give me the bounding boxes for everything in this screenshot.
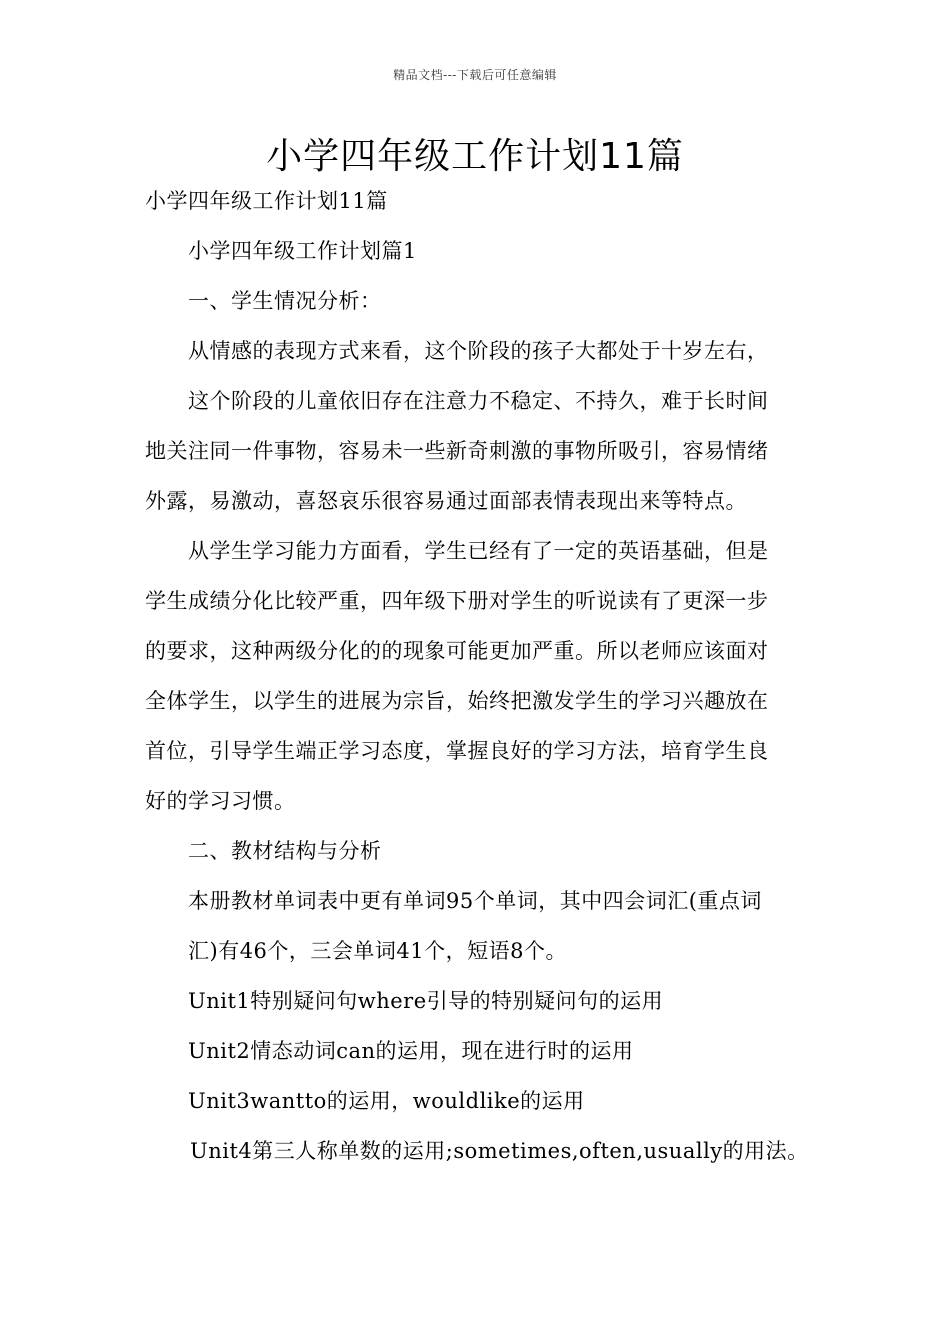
paragraph-line: 学生成绩分化比较严重，四年级下册对学生的听说读有了更深一步 — [145, 589, 769, 613]
unit-line: Unit3wantto的运用，wouldlike的运用 — [188, 1089, 585, 1113]
paragraph-line: 的要求，这种两级分化的的现象可能更加严重。所以老师应该面对 — [145, 639, 769, 663]
paragraph-line: 汇)有46个，三会单词41个，短语8个。 — [188, 939, 567, 963]
paragraph-line: 好的学习习惯。 — [145, 789, 296, 813]
paragraph-line: 全体学生，以学生的进展为宗旨，始终把激发学生的学习兴趣放在 — [145, 689, 769, 713]
document-title: 小学四年级工作计划11篇 — [266, 136, 684, 177]
header-note: 精品文档---下载后可任意编辑 — [393, 68, 557, 82]
paragraph-line: 首位，引导学生端正学习态度，掌握良好的学习方法，培育学生良 — [145, 739, 769, 763]
unit-line: Unit1特别疑问句where引导的特别疑问句的运用 — [188, 989, 664, 1013]
paragraph-line: 从学生学习能力方面看，学生已经有了一定的英语基础，但是 — [188, 539, 769, 563]
paragraph-line: 地关注同一件事物，容易未一些新奇刺激的事物所吸引，容易情绪 — [145, 439, 769, 463]
section-heading: 二、教材结构与分析 — [188, 839, 382, 863]
paragraph-line: 本册教材单词表中更有单词95个单词，其中四会词汇(重点词 — [188, 889, 762, 913]
unit-line: Unit2情态动词can的运用，现在进行时的运用 — [188, 1039, 634, 1063]
unit-line: Unit4第三人称单数的运用;sometimes,often,usually的用法。 — [190, 1139, 809, 1163]
paragraph-line: 这个阶段的儿童依旧存在注意力不稳定、不持久，难于长时间 — [188, 389, 769, 413]
section-heading: 一、学生情况分析： — [188, 289, 382, 313]
subtitle-line: 小学四年级工作计划11篇 — [145, 189, 388, 213]
paragraph-line: 从情感的表现方式来看，这个阶段的孩子大都处于十岁左右， — [188, 339, 769, 363]
paragraph-line: 外露，易激动，喜怒哀乐很容易通过面部表情表现出来等特点。 — [145, 489, 747, 513]
section-heading: 小学四年级工作计划篇1 — [188, 239, 417, 263]
